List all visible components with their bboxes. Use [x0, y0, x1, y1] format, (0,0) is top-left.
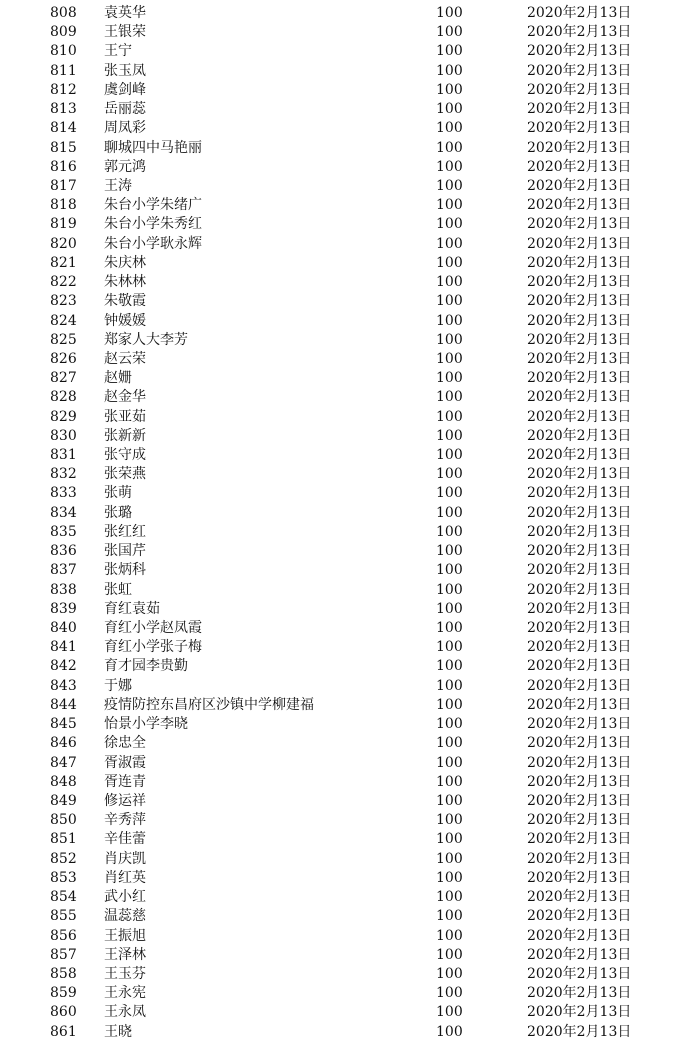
row-number: 824 [50, 312, 77, 329]
donor-name: 育红小学张子梅 [104, 639, 202, 656]
donor-name: 王振旭 [104, 927, 146, 944]
row-number: 817 [50, 177, 77, 194]
row-number: 832 [50, 466, 77, 483]
donor-name: 张荣燕 [104, 466, 146, 483]
table-row [0, 465, 700, 484]
donor-name: 张红红 [104, 523, 146, 540]
donor-name: 赵云荣 [104, 350, 146, 367]
table-row [0, 677, 700, 696]
table-row [0, 139, 700, 158]
table-row [0, 446, 700, 465]
row-number: 815 [50, 139, 77, 156]
donation-amount: 100 [436, 504, 463, 521]
row-number: 841 [50, 639, 77, 656]
table-row [0, 388, 700, 407]
donor-name: 朱台小学耿永辉 [104, 235, 202, 252]
donor-name: 郑家人大李芳 [104, 331, 188, 348]
donation-date: 2020年2月13日 [527, 389, 632, 406]
table-row [0, 927, 700, 946]
row-number: 853 [50, 869, 77, 886]
donation-amount: 100 [436, 197, 463, 214]
row-number: 820 [50, 235, 77, 252]
table-row [0, 715, 700, 734]
row-number: 859 [50, 985, 77, 1002]
table-row [0, 81, 700, 100]
row-number: 816 [50, 158, 77, 175]
row-number: 844 [50, 696, 77, 713]
donation-date: 2020年2月13日 [527, 735, 632, 752]
donor-name: 王玉芬 [104, 965, 146, 982]
donation-date: 2020年2月13日 [527, 5, 632, 21]
donation-amount: 100 [436, 274, 463, 291]
donor-name: 于娜 [104, 677, 132, 694]
row-number: 850 [50, 812, 77, 829]
donor-name: 辛佳蕾 [104, 831, 146, 848]
donor-name: 钟媛媛 [104, 312, 146, 329]
table-row [0, 427, 700, 446]
table-row [0, 100, 700, 119]
donor-name: 袁英华 [104, 5, 146, 21]
donor-name: 张国芹 [104, 543, 146, 560]
row-number: 861 [50, 1023, 77, 1040]
table-row [0, 408, 700, 427]
donor-name: 朱台小学朱秀红 [104, 216, 202, 233]
row-number: 826 [50, 350, 77, 367]
donation-amount: 100 [436, 408, 463, 425]
donor-name: 岳丽蕊 [104, 101, 146, 118]
row-number: 821 [50, 254, 77, 271]
donation-date: 2020年2月13日 [527, 985, 632, 1002]
donor-name: 郭元鸿 [104, 158, 146, 175]
donation-amount: 100 [436, 600, 463, 617]
row-number: 857 [50, 946, 77, 963]
donation-amount: 100 [436, 81, 463, 98]
donation-amount: 100 [436, 1023, 463, 1040]
table-row [0, 638, 700, 657]
donor-name: 聊城四中马艳丽 [104, 139, 202, 156]
table-row [0, 696, 700, 715]
donation-amount: 100 [436, 985, 463, 1002]
table-row [0, 869, 700, 888]
donor-name: 怡景小学李晓 [104, 716, 188, 733]
donation-amount: 100 [436, 927, 463, 944]
donation-date: 2020年2月13日 [527, 869, 632, 886]
donation-date: 2020年2月13日 [527, 600, 632, 617]
donor-name: 虞剑峰 [104, 81, 146, 98]
donation-date: 2020年2月13日 [527, 62, 632, 79]
table-row [0, 619, 700, 638]
table-row [0, 350, 700, 369]
donor-name: 王涛 [104, 177, 132, 194]
row-number: 843 [50, 677, 77, 694]
donation-date: 2020年2月13日 [527, 658, 632, 675]
row-number: 828 [50, 389, 77, 406]
donation-date: 2020年2月13日 [527, 562, 632, 579]
table-row [0, 754, 700, 773]
donation-amount: 100 [436, 639, 463, 656]
donation-date: 2020年2月13日 [527, 120, 632, 137]
donation-date: 2020年2月13日 [527, 331, 632, 348]
donor-name: 朱敬霞 [104, 293, 146, 310]
table-row [0, 215, 700, 234]
row-number: 833 [50, 485, 77, 502]
donation-amount: 100 [436, 581, 463, 598]
table-row [0, 811, 700, 830]
donor-name: 王宁 [104, 43, 132, 60]
donation-amount: 100 [436, 389, 463, 406]
donation-amount: 100 [436, 735, 463, 752]
donor-name: 朱庆林 [104, 254, 146, 271]
row-number: 830 [50, 427, 77, 444]
table-row [0, 600, 700, 619]
donor-name: 王晓 [104, 1023, 132, 1040]
row-number: 809 [50, 24, 77, 41]
donation-date: 2020年2月13日 [527, 293, 632, 310]
donation-amount: 100 [436, 869, 463, 886]
donation-date: 2020年2月13日 [527, 812, 632, 829]
table-row [0, 484, 700, 503]
row-number: 856 [50, 927, 77, 944]
donation-amount: 100 [436, 350, 463, 367]
donation-amount: 100 [436, 889, 463, 906]
donor-name: 张新新 [104, 427, 146, 444]
donor-name: 育红袁茹 [104, 600, 160, 617]
row-number: 851 [50, 831, 77, 848]
donation-date: 2020年2月13日 [527, 81, 632, 98]
donation-date: 2020年2月13日 [527, 235, 632, 252]
donation-date: 2020年2月13日 [527, 696, 632, 713]
table-row [0, 254, 700, 273]
donor-name: 赵姗 [104, 370, 132, 387]
donor-name: 武小红 [104, 889, 146, 906]
table-row [0, 792, 700, 811]
row-number: 845 [50, 716, 77, 733]
donor-name: 王永宪 [104, 985, 146, 1002]
row-number: 827 [50, 370, 77, 387]
row-number: 838 [50, 581, 77, 598]
table-row [0, 158, 700, 177]
donor-name: 疫情防控东昌府区沙镇中学柳建福 [104, 696, 314, 713]
donation-amount: 100 [436, 946, 463, 963]
table-row [0, 119, 700, 138]
donor-name: 张炳科 [104, 562, 146, 579]
donation-date: 2020年2月13日 [527, 350, 632, 367]
donation-amount: 100 [436, 293, 463, 310]
donor-name: 王银荣 [104, 24, 146, 41]
donation-date: 2020年2月13日 [527, 831, 632, 848]
donation-amount: 100 [436, 177, 463, 194]
row-number: 810 [50, 43, 77, 60]
table-row [0, 273, 700, 292]
donor-name: 张虹 [104, 581, 132, 598]
donor-name: 王泽林 [104, 946, 146, 963]
row-number: 846 [50, 735, 77, 752]
donation-date: 2020年2月13日 [527, 677, 632, 694]
donation-date: 2020年2月13日 [527, 773, 632, 790]
donation-amount: 100 [436, 24, 463, 41]
donation-date: 2020年2月13日 [527, 427, 632, 444]
donation-date: 2020年2月13日 [527, 43, 632, 60]
table-row [0, 177, 700, 196]
row-number: 855 [50, 908, 77, 925]
table-row [0, 581, 700, 600]
donation-date: 2020年2月13日 [527, 101, 632, 118]
donation-date: 2020年2月13日 [527, 24, 632, 41]
donor-name: 胥淑霞 [104, 754, 146, 771]
donation-date: 2020年2月13日 [527, 716, 632, 733]
donation-date: 2020年2月13日 [527, 639, 632, 656]
table-row [0, 292, 700, 311]
donor-name: 肖庆凯 [104, 850, 146, 867]
table-row [0, 523, 700, 542]
donation-amount: 100 [436, 254, 463, 271]
donation-amount: 100 [436, 716, 463, 733]
donation-amount: 100 [436, 620, 463, 636]
donation-amount: 100 [436, 427, 463, 444]
table-row [0, 542, 700, 561]
row-number: 840 [50, 620, 77, 636]
donation-amount: 100 [436, 812, 463, 829]
row-number: 814 [50, 120, 77, 137]
table-row [0, 965, 700, 984]
donor-name: 修运祥 [104, 792, 146, 809]
table-row [0, 42, 700, 61]
donation-date: 2020年2月13日 [527, 312, 632, 329]
table-row [0, 946, 700, 965]
donation-date: 2020年2月13日 [527, 1023, 632, 1040]
row-number: 813 [50, 101, 77, 118]
table-row [0, 196, 700, 215]
donor-name: 赵金华 [104, 389, 146, 406]
donation-amount: 100 [436, 312, 463, 329]
row-number: 847 [50, 754, 77, 771]
table-row [0, 888, 700, 907]
donation-amount: 100 [436, 908, 463, 925]
donor-name: 辛秀萍 [104, 812, 146, 829]
donation-amount: 100 [436, 5, 463, 21]
row-number: 848 [50, 773, 77, 790]
row-number: 825 [50, 331, 77, 348]
donation-amount: 100 [436, 562, 463, 579]
donation-amount: 100 [436, 658, 463, 675]
table-row [0, 984, 700, 1003]
donor-name: 张萌 [104, 485, 132, 502]
row-number: 822 [50, 274, 77, 291]
row-number: 854 [50, 889, 77, 906]
donation-amount: 100 [436, 792, 463, 809]
table-row [0, 4, 700, 23]
donor-name: 周凤彩 [104, 120, 146, 137]
donor-name: 温蕊慈 [104, 908, 146, 925]
donation-amount: 100 [436, 447, 463, 464]
row-number: 849 [50, 792, 77, 809]
donation-date: 2020年2月13日 [527, 504, 632, 521]
donor-name: 育红小学赵凤霞 [104, 620, 202, 636]
donation-date: 2020年2月13日 [527, 523, 632, 540]
table-row [0, 1003, 700, 1022]
row-number: 835 [50, 523, 77, 540]
donor-name: 张亚茹 [104, 408, 146, 425]
table-row [0, 1023, 700, 1042]
donor-name: 徐忠全 [104, 735, 146, 752]
donation-amount: 100 [436, 965, 463, 982]
donation-date: 2020年2月13日 [527, 408, 632, 425]
donation-date: 2020年2月13日 [527, 139, 632, 156]
donation-date: 2020年2月13日 [527, 889, 632, 906]
row-number: 834 [50, 504, 77, 521]
donation-amount: 100 [436, 139, 463, 156]
donation-date: 2020年2月13日 [527, 850, 632, 867]
donation-amount: 100 [436, 677, 463, 694]
donation-date: 2020年2月13日 [527, 254, 632, 271]
donation-date: 2020年2月13日 [527, 792, 632, 809]
table-row [0, 23, 700, 42]
row-number: 836 [50, 543, 77, 560]
donation-amount: 100 [436, 370, 463, 387]
row-number: 811 [50, 62, 77, 79]
donation-amount: 100 [436, 120, 463, 137]
donation-amount: 100 [436, 1004, 463, 1021]
donor-name: 育才园李贵勤 [104, 658, 188, 675]
donation-amount: 100 [436, 216, 463, 233]
donation-date: 2020年2月13日 [527, 274, 632, 291]
donation-date: 2020年2月13日 [527, 158, 632, 175]
row-number: 858 [50, 965, 77, 982]
row-number: 837 [50, 562, 77, 579]
donor-name: 朱台小学朱绪广 [104, 197, 202, 214]
table-row [0, 850, 700, 869]
donation-amount: 100 [436, 466, 463, 483]
donation-amount: 100 [436, 235, 463, 252]
donation-date: 2020年2月13日 [527, 908, 632, 925]
donor-name: 王永凤 [104, 1004, 146, 1021]
donation-date: 2020年2月13日 [527, 216, 632, 233]
row-number: 818 [50, 197, 77, 214]
donation-date: 2020年2月13日 [527, 370, 632, 387]
table-row [0, 235, 700, 254]
donation-amount: 100 [436, 62, 463, 79]
donation-amount: 100 [436, 773, 463, 790]
donation-date: 2020年2月13日 [527, 754, 632, 771]
table-row [0, 62, 700, 81]
donation-list-table [0, 4, 700, 1042]
donation-date: 2020年2月13日 [527, 946, 632, 963]
row-number: 842 [50, 658, 77, 675]
donor-name: 张守成 [104, 447, 146, 464]
row-number: 852 [50, 850, 77, 867]
donation-date: 2020年2月13日 [527, 927, 632, 944]
donor-name: 张璐 [104, 504, 132, 521]
donor-name: 张玉凤 [104, 62, 146, 79]
row-number: 819 [50, 216, 77, 233]
table-row [0, 830, 700, 849]
table-row [0, 369, 700, 388]
donation-amount: 100 [436, 331, 463, 348]
row-number: 808 [50, 5, 77, 21]
row-number: 823 [50, 293, 77, 310]
donation-date: 2020年2月13日 [527, 197, 632, 214]
table-row [0, 773, 700, 792]
table-row [0, 734, 700, 753]
row-number: 860 [50, 1004, 77, 1021]
row-number: 831 [50, 447, 77, 464]
table-row [0, 312, 700, 331]
donation-date: 2020年2月13日 [527, 1004, 632, 1021]
donation-amount: 100 [436, 696, 463, 713]
table-row [0, 504, 700, 523]
donation-date: 2020年2月13日 [527, 485, 632, 502]
donation-amount: 100 [436, 754, 463, 771]
donation-date: 2020年2月13日 [527, 965, 632, 982]
donation-date: 2020年2月13日 [527, 581, 632, 598]
donation-amount: 100 [436, 543, 463, 560]
donation-amount: 100 [436, 101, 463, 118]
donor-name: 朱林林 [104, 274, 146, 291]
donation-amount: 100 [436, 485, 463, 502]
table-row [0, 907, 700, 926]
donation-amount: 100 [436, 43, 463, 60]
row-number: 812 [50, 81, 77, 98]
table-row [0, 561, 700, 580]
donation-amount: 100 [436, 831, 463, 848]
donation-date: 2020年2月13日 [527, 543, 632, 560]
donation-date: 2020年2月13日 [527, 447, 632, 464]
donation-amount: 100 [436, 523, 463, 540]
table-row [0, 657, 700, 676]
donation-date: 2020年2月13日 [527, 620, 632, 636]
row-number: 839 [50, 600, 77, 617]
donation-amount: 100 [436, 850, 463, 867]
donation-date: 2020年2月13日 [527, 177, 632, 194]
donor-name: 肖红英 [104, 869, 146, 886]
donation-amount: 100 [436, 158, 463, 175]
donation-date: 2020年2月13日 [527, 466, 632, 483]
row-number: 829 [50, 408, 77, 425]
table-row [0, 331, 700, 350]
donor-name: 胥连青 [104, 773, 146, 790]
